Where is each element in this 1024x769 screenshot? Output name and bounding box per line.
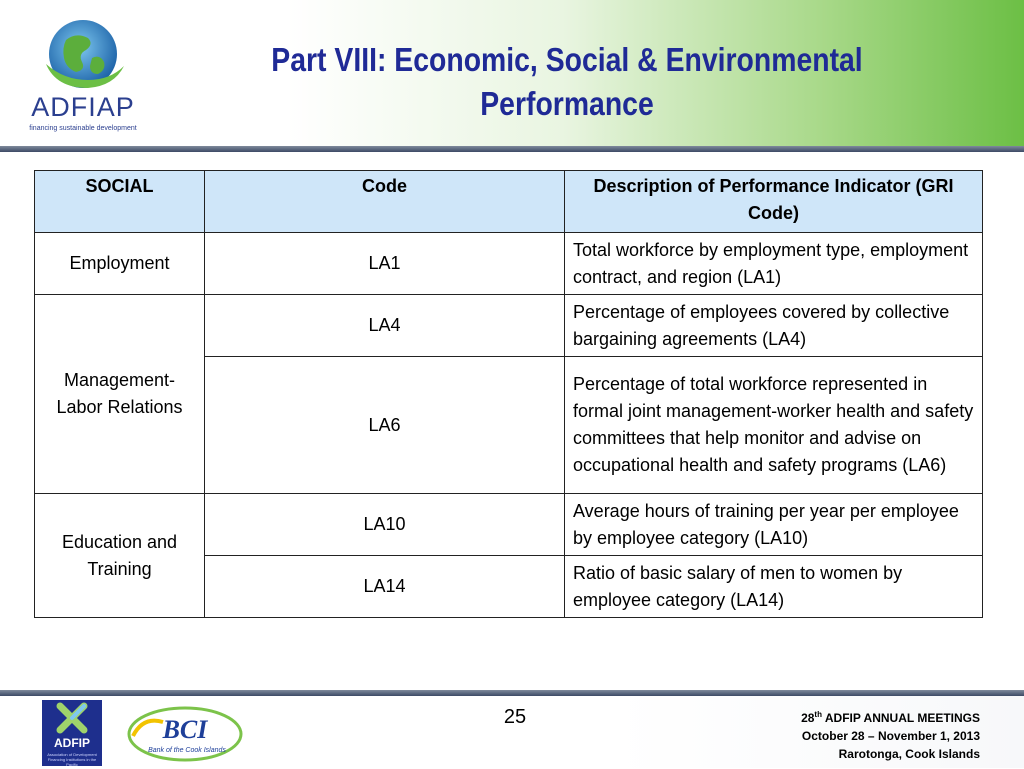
logo-tagline: financing sustainable development [29,125,137,132]
title-line-1: Part VIII: Economic, Social & Environmental [271,41,863,78]
adfip-footer-logo [42,700,102,766]
table-row [35,494,983,556]
column-header-description: Description of Performance Indicator (GRI Code) [565,171,983,233]
meeting-ordinal: 28 [801,711,815,725]
meeting-dates: October 28 – November 1, 2013 [801,729,980,743]
adfip-subtitle: Association of Development Financing Institutions in the Pacific [47,752,97,767]
column-header-social: SOCIAL [35,171,205,233]
table-row [35,295,983,357]
table-header-row [35,171,983,233]
code-cell: LA6 [205,357,565,494]
globe-icon [18,14,148,94]
performance-indicator-table [34,170,983,618]
category-cell: Management-Labor Relations [35,295,205,494]
code-cell: LA14 [205,556,565,618]
code-cell: LA10 [205,494,565,556]
description-cell: Average hours of training per year per employee by employee category (LA10) [565,494,983,556]
column-header-code: Code [205,171,565,233]
category-cell: Employment [35,233,205,295]
meeting-name-line [801,706,980,727]
bci-logo-text: BCI [162,715,208,744]
logo-name: ADFIAP [31,92,135,122]
adfip-label: ADFIP [54,736,90,750]
bci-logo [125,702,245,764]
description-cell: Percentage of employees covered by collective bargaining agreements (LA4) [565,295,983,357]
code-cell: LA1 [205,233,565,295]
bci-emblem-icon [125,702,245,764]
bci-logo-subtitle: Bank of the Cook Islands [148,747,226,754]
description-cell: Ratio of basic salary of men to women by employee category (LA14) [565,556,983,618]
category-cell: Education and Training [35,494,205,618]
code-cell: LA4 [205,295,565,357]
meeting-location: Rarotonga, Cook Islands [838,747,980,761]
description-cell: Total workforce by employment type, employment contract, and region (LA1) [565,233,983,295]
header-divider [0,146,1024,152]
meeting-ordinal-suffix: th [814,710,822,719]
adfiap-logo [18,14,148,132]
page-number: 25 [503,706,527,728]
adfip-x-icon [42,700,102,736]
meeting-name: ADFIP ANNUAL MEETINGS [821,711,980,725]
table-row [35,233,983,295]
description-cell: Percentage of total workforce represented in formal joint management-worker health and safety committees that help monitor and advise on occupational health and safety programs (LA6) [565,357,983,494]
page-title [251,38,882,126]
title-line-2: Performance [480,85,654,122]
meeting-info [801,706,980,763]
